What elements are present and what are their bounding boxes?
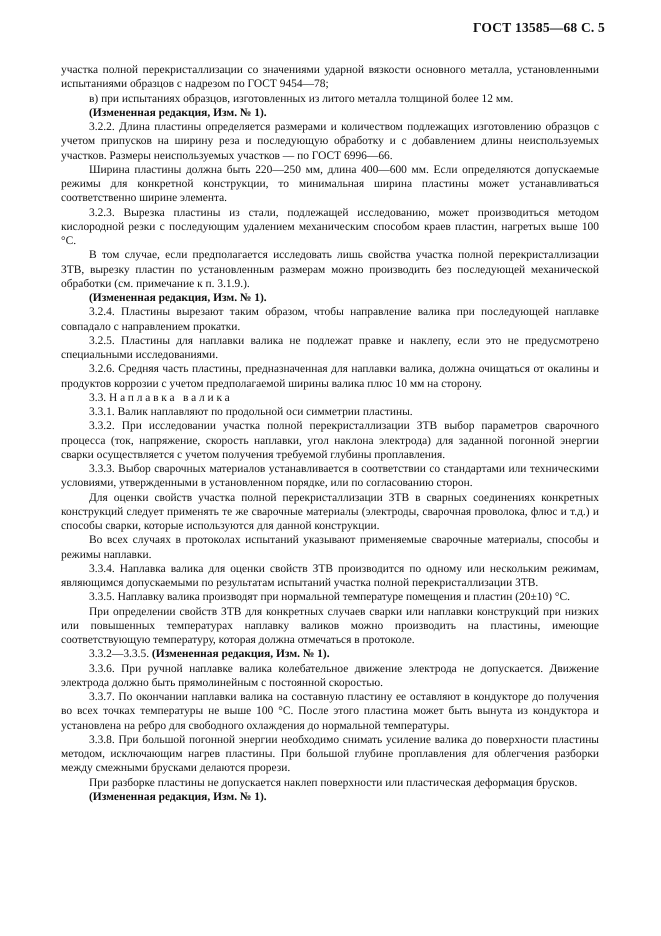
paragraph: участка полной перекристаллизации со значениями ударной вязкости основного металла, установленными испытаниями образцов с надрезом по ГОСТ 9454—78;	[61, 64, 599, 91]
section-3-3-heading	[61, 391, 599, 405]
clause-3-2-2: 3.2.2. Длина пластины определяется размерами и количеством подлежащих изготовлению образцов с учетом припусков на ширину реза и последующую обработку и с добавлением длины неиспользуемых участков. Размеры неиспользуемых участков — по ГОСТ 6996—66.	[61, 121, 599, 162]
amendment-note	[61, 647, 599, 661]
amendment-text: (Измененная редакция, Изм. № 1).	[151, 648, 330, 661]
clause-3-3-1: 3.3.1. Валик наплавляют по продольной оси симметрии пластины.	[89, 406, 413, 418]
clause-3-3-3: 3.3.3. Выбор сварочных материалов устанавливается в соответствии со стандартами или техническими условиями, утвержденными в установленном порядке, или по согласованию сторон.	[61, 463, 599, 490]
clause-3-3-6: 3.3.6. При ручной наплавке валика колебательное движение электрода не допускается. Движение электрода должно быть прямолинейным с постоянной скоростью.	[61, 662, 599, 689]
clause-3-3-5: 3.3.5. Наплавку валика производят при нормальной температуре помещения и пластин (20±10) °С.	[89, 591, 570, 604]
section-number: 3.3.	[89, 391, 107, 404]
amendment-note: (Измененная редакция, Изм. № 1).	[89, 790, 267, 803]
clause-3-3-2: 3.3.2. При исследовании участка полной перекристаллизации ЗТВ выбор параметров сварочного процесса (ток, напряжение, скорость наплавки, угол наклона электрода) для заданной погонной энергии сварки осуществляется с учетом получения требуемой глубины проплавления.	[61, 420, 599, 461]
amendment-note: (Измененная редакция, Изм. № 1).	[89, 106, 267, 119]
paragraph: При разборке пластины не допускается наклеп поверхности или пластическая деформация брусков.	[89, 776, 578, 789]
list-item-v: в) при испытаниях образцов, изготовленных из литого металла толщиной более 12 мм.	[89, 92, 514, 105]
paragraph: В том случае, если предполагается исследовать лишь свойства участка полной перекристаллизации ЗТВ, вырезку пластин по установленным размерам можно производить без последующей механической обработки (см. примечание к п. 3.1.9.).	[61, 249, 599, 290]
paragraph: Для оценки свойств участка полной перекристаллизации ЗТВ в сварных соединениях конкретных конструкций следует применять те же сварочные материалы (электроды, сварочная проволока, флюс и т.д.) и способы сварки, которые используются для данной конструкции.	[61, 491, 599, 532]
section-title: Наплавка валика	[109, 391, 233, 404]
page-header: ГОСТ 13585—68 С. 5	[472, 20, 605, 35]
clause-range: 3.3.2—3.3.5.	[89, 648, 150, 661]
paragraph: Во всех случаях в протоколах испытаний указывают применяемые сварочные материалы, способы и режимы наплавки.	[61, 534, 599, 561]
paragraph: Ширина пластины должна быть 220—250 мм, длина 400—600 мм. Если определяются допускаемые режимы для конкретной конструкции, то минимальная ширина пластины может устанавливаться соответственно ширине элемента.	[61, 163, 599, 205]
paragraph: При определении свойств ЗТВ для конкретных случаев сварки или наплавки конструкций при низких или повышенных температурах наплавку валиков можно производить на пластины, имеющие соответствующую температуру, которая должна отмечаться в протоколе.	[61, 605, 599, 646]
clause-3-2-6: 3.2.6. Средняя часть пластины, предназначенная для наплавки валика, должна очищаться от окалины и продуктов коррозии с учетом предполагаемой ширины валика плюс 10 мм на сторону.	[61, 363, 599, 390]
clause-3-2-4: 3.2.4. Пластины вырезают таким образом, чтобы направление валика при последующей наплавке совпадало с направлением прокатки.	[61, 306, 599, 333]
amendment-note: (Измененная редакция, Изм. № 1).	[89, 292, 267, 304]
clause-3-2-5: 3.2.5. Пластины для наплавки валика не подлежат правке и наклепу, если это не предусмотрено специальными исследованиями.	[61, 334, 599, 361]
clause-3-3-8: 3.3.8. При большой погонной энергии необходимо снимать усиление валика до поверхности пластины методом, исключающим нагрев пластины. При большой глубине проплавления для облегчения разборки между смежными брусками делаются прорези.	[61, 733, 599, 775]
clause-3-3-4: 3.3.4. Наплавка валика для оценки свойств ЗТВ производится по одному или нескольким режимам, являющимся допускаемыми по результатам испытаний участка полной перекристаллизации ЗТВ.	[61, 562, 599, 589]
clause-3-2-3: 3.2.3. Вырезка пластины из стали, подлежащей исследованию, может производиться методом кислородной резки с последующим удалением механическим способом краев пластин, нагретых выше 100 °С.	[61, 206, 599, 247]
clause-3-3-7: 3.3.7. По окончании наплавки валика на составную пластину ее оставляют в кондукторе до получения во всех точках температуры не выше 100 °С. После этого пластина может быть вынута из кондуктора и установлена на ребро для свободного охлаждения до нормальной температуры.	[61, 691, 599, 732]
document-body	[61, 63, 599, 804]
